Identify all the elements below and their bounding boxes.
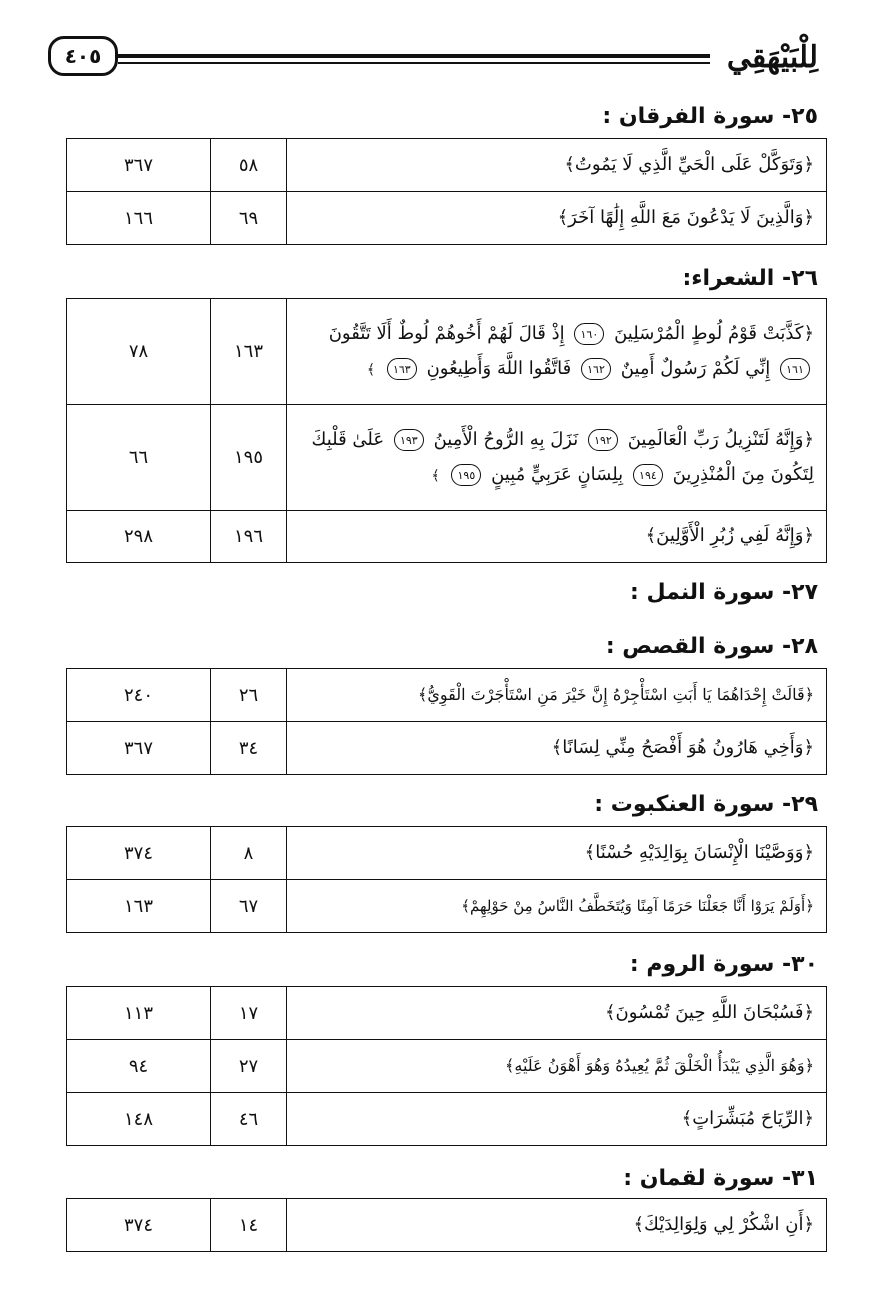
page-reference: ٧٨ (67, 299, 211, 405)
page-reference: ١١٣ (67, 987, 211, 1040)
verse-text: ﴿وَإِنَّهُ لَفِي زُبُرِ الْأَوَّلِينَ﴾ (287, 511, 827, 563)
verse-text-multiline (287, 405, 827, 511)
page-reference: ٩٤ (67, 1040, 211, 1093)
ayah-number: ٦٧ (211, 880, 287, 933)
flower-ornament-icon: ﴾ (431, 467, 440, 484)
table-row (67, 669, 827, 722)
table-row (67, 405, 827, 511)
verse-text: ﴿أَوَلَمْ يَرَوْا أَنَّا جَعَلْنَا حَرَمًا آمِنًا وَيُتَخَطَّفُ النَّاسُ مِنْ حَوْلِهِمْ﴾ (287, 880, 827, 933)
verse-text: ﴿وَهُوَ الَّذِي يَبْدَأُ الْخَلْقَ ثُمَّ يُعِيدُهُ وَهُوَ أَهْوَنُ عَلَيْهِ﴾ (287, 1040, 827, 1093)
page-reference: ٢٤٠ (67, 669, 211, 722)
table-qasas (66, 668, 827, 775)
section-title-ankabut: ٢٩- سورة العنكبوت : (594, 792, 818, 817)
ayah-marker: ١٩٤ (633, 464, 663, 486)
verse-text: ﴿وَتَوَكَّلْ عَلَى الْحَيِّ الَّذِي لَا يَمُوتُ﴾ (287, 139, 827, 192)
ayah-marker: ١٩٢ (588, 429, 618, 451)
verse-segment: ﴿وَإِنَّهُ لَتَنْزِيلُ رَبِّ الْعَالَمِينَ (627, 429, 814, 451)
header-rule-thin (118, 62, 710, 64)
verse-text: ﴿وَوَصَّيْنَا الْإِنْسَانَ بِوَالِدَيْهِ حُسْنًا﴾ (287, 827, 827, 880)
ayah-number: ٤٦ (211, 1093, 287, 1146)
verse-text: ﴿الرِّيَاحَ مُبَشِّرَاتٍ﴾ (287, 1093, 827, 1146)
verse-text-multiline (287, 299, 827, 405)
page-reference: ٣٧٤ (67, 827, 211, 880)
ayah-number: ٣٤ (211, 722, 287, 775)
ayah-number: ٦٩ (211, 192, 287, 245)
flower-ornament-icon: ﴾ (366, 361, 376, 378)
ayah-number: ٥٨ (211, 139, 287, 192)
verse-text: ﴿فَسُبْحَانَ اللَّهِ حِينَ تُمْسُونَ﴾ (287, 987, 827, 1040)
table-rum (66, 986, 827, 1146)
page-reference: ٦٦ (67, 405, 211, 511)
page-reference: ٢٩٨ (67, 511, 211, 563)
ayah-number: ١٩٥ (211, 405, 287, 511)
ayah-marker: ١٦٠ (574, 323, 604, 345)
table-row (67, 722, 827, 775)
page-header (48, 36, 828, 88)
verse-text: ﴿أَنِ اشْكُرْ لِي وَلِوَالِدَيْكَ﴾ (287, 1199, 827, 1252)
table-luqman (66, 1198, 827, 1252)
section-title-qasas: ٢٨- سورة القصص : (605, 634, 818, 659)
section-title-luqman: ٣١- سورة لقمان : (623, 1166, 818, 1191)
table-shuara (66, 298, 827, 563)
ayah-marker: ١٩٣ (394, 429, 424, 451)
table-row (67, 511, 827, 563)
header-rule (118, 54, 710, 58)
verse-segment: عَلَىٰ قَلْبِكَ لِتَكُونَ مِنَ الْمُنْذِرِينَ (311, 429, 814, 485)
verse-text: ﴿وَالَّذِينَ لَا يَدْعُونَ مَعَ اللَّهِ إِلَٰهًا آخَرَ﴾ (287, 192, 827, 245)
ayah-number: ٢٧ (211, 1040, 287, 1093)
verse-segment: بِلِسَانٍ عَرَبِيٍّ مُبِينٍ (491, 463, 624, 485)
verse-segment: ﴿كَذَّبَتْ قَوْمُ لُوطٍ الْمُرْسَلِينَ (614, 323, 814, 345)
ayah-number: ١٩٦ (211, 511, 287, 563)
page-reference: ١٦٦ (67, 192, 211, 245)
table-row (67, 987, 827, 1040)
ayah-marker: ١٦١ (780, 358, 810, 380)
table-row (67, 1040, 827, 1093)
verse-segment: فَاتَّقُوا اللَّهَ وَأَطِيعُونِ (426, 357, 572, 379)
ayah-number: ١٤ (211, 1199, 287, 1252)
verse-text: ﴿قَالَتْ إِحْدَاهُمَا يَا أَبَتِ اسْتَأْجِرْهُ إِنَّ خَيْرَ مَنِ اسْتَأْجَرْتَ الْقَوِيُّ﴾ (287, 669, 827, 722)
page-reference: ٣٦٧ (67, 139, 211, 192)
table-row (67, 827, 827, 880)
table-ankabut (66, 826, 827, 933)
ayah-number: ١٦٣ (211, 299, 287, 405)
section-title-furqan: ٢٥- سورة الفرقان : (602, 104, 818, 129)
verse-segment: إِنِّي لَكُمْ رَسُولٌ أَمِينٌ (620, 357, 771, 379)
ayah-number: ٢٦ (211, 669, 287, 722)
page-reference: ٣٦٧ (67, 722, 211, 775)
table-row (67, 880, 827, 933)
page-reference: ١٦٣ (67, 880, 211, 933)
ayah-marker: ١٩٥ (451, 464, 481, 486)
ayah-marker: ١٦٢ (581, 358, 611, 380)
page-reference: ١٤٨ (67, 1093, 211, 1146)
verse-segment: إِذْ قَالَ لَهُمْ أَخُوهُمْ لُوطٌ أَلَا تَتَّقُونَ (328, 323, 565, 345)
page-reference: ٣٧٤ (67, 1199, 211, 1252)
table-furqan (66, 138, 827, 245)
table-row (67, 139, 827, 192)
table-row (67, 299, 827, 405)
book-title: لِلْبَيْهَقِي (726, 40, 818, 75)
verse-segment: نَزَلَ بِهِ الرُّوحُ الْأَمِينُ (433, 429, 579, 451)
verse-text: ﴿وَأَخِي هَارُونُ هُوَ أَفْصَحُ مِنِّي لِسَانًا﴾ (287, 722, 827, 775)
table-row (67, 1199, 827, 1252)
ayah-marker: ١٦٣ (387, 358, 417, 380)
table-row (67, 1093, 827, 1146)
page-number-badge: ٤٠٥ (48, 36, 118, 76)
ayah-number: ١٧ (211, 987, 287, 1040)
section-title-shuara: ٢٦- الشعراء: (682, 266, 818, 291)
section-title-naml: ٢٧- سورة النمل : (629, 580, 818, 605)
table-row (67, 192, 827, 245)
ayah-number: ٨ (211, 827, 287, 880)
section-title-rum: ٣٠- سورة الروم : (629, 952, 818, 977)
